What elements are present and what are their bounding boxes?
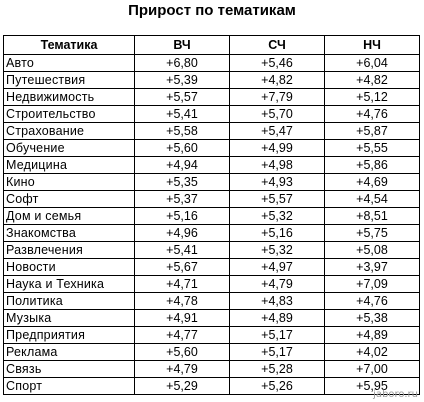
mf-value-cell: +5,70 bbox=[230, 106, 325, 123]
hf-value-cell: +5,60 bbox=[135, 344, 230, 361]
lf-value-cell: +6,04 bbox=[325, 55, 420, 72]
hf-value-cell: +4,96 bbox=[135, 225, 230, 242]
lf-value-cell: +5,55 bbox=[325, 140, 420, 157]
column-header-lf: НЧ bbox=[325, 36, 420, 55]
topic-cell: Наука и Техника bbox=[4, 276, 135, 293]
mf-value-cell: +4,83 bbox=[230, 293, 325, 310]
table-row bbox=[4, 174, 420, 191]
mf-value-cell: +5,32 bbox=[230, 242, 325, 259]
hf-value-cell: +4,79 bbox=[135, 361, 230, 378]
hf-value-cell: +4,78 bbox=[135, 293, 230, 310]
mf-value-cell: +5,26 bbox=[230, 378, 325, 395]
table-row bbox=[4, 208, 420, 225]
lf-value-cell: +3,97 bbox=[325, 259, 420, 276]
column-header-hf: ВЧ bbox=[135, 36, 230, 55]
hf-value-cell: +4,77 bbox=[135, 327, 230, 344]
lf-value-cell: +4,76 bbox=[325, 106, 420, 123]
hf-value-cell: +5,57 bbox=[135, 89, 230, 106]
lf-value-cell: +4,02 bbox=[325, 344, 420, 361]
mf-value-cell: +4,89 bbox=[230, 310, 325, 327]
lf-value-cell: +7,00 bbox=[325, 361, 420, 378]
hf-value-cell: +5,67 bbox=[135, 259, 230, 276]
lf-value-cell: +4,89 bbox=[325, 327, 420, 344]
lf-value-cell: +8,51 bbox=[325, 208, 420, 225]
lf-value-cell: +4,82 bbox=[325, 72, 420, 89]
table-row bbox=[4, 242, 420, 259]
table-row bbox=[4, 89, 420, 106]
mf-value-cell: +5,57 bbox=[230, 191, 325, 208]
page-title: Прирост по тематикам bbox=[128, 2, 296, 19]
table-row bbox=[4, 344, 420, 361]
topic-cell: Новости bbox=[4, 259, 135, 276]
topic-cell: Медицина bbox=[4, 157, 135, 174]
growth-table bbox=[3, 35, 420, 395]
mf-value-cell: +4,97 bbox=[230, 259, 325, 276]
lf-value-cell: +4,69 bbox=[325, 174, 420, 191]
table-row bbox=[4, 310, 420, 327]
hf-value-cell: +4,91 bbox=[135, 310, 230, 327]
hf-value-cell: +5,60 bbox=[135, 140, 230, 157]
hf-value-cell: +5,41 bbox=[135, 106, 230, 123]
hf-value-cell: +5,37 bbox=[135, 191, 230, 208]
topic-cell: Развлечения bbox=[4, 242, 135, 259]
topic-cell: Музыка bbox=[4, 310, 135, 327]
topic-cell: Знакомства bbox=[4, 225, 135, 242]
lf-value-cell: +5,95 bbox=[325, 378, 420, 395]
hf-value-cell: +5,41 bbox=[135, 242, 230, 259]
column-header-topic: Тематика bbox=[4, 36, 135, 55]
mf-value-cell: +4,98 bbox=[230, 157, 325, 174]
topic-cell: Реклама bbox=[4, 344, 135, 361]
mf-value-cell: +4,99 bbox=[230, 140, 325, 157]
table-row bbox=[4, 140, 420, 157]
mf-value-cell: +5,16 bbox=[230, 225, 325, 242]
topic-cell: Кино bbox=[4, 174, 135, 191]
table-row bbox=[4, 157, 420, 174]
column-header-mf: СЧ bbox=[230, 36, 325, 55]
lf-value-cell: +5,08 bbox=[325, 242, 420, 259]
topic-cell: Предприятия bbox=[4, 327, 135, 344]
lf-value-cell: +5,87 bbox=[325, 123, 420, 140]
topic-cell: Связь bbox=[4, 361, 135, 378]
table-row bbox=[4, 72, 420, 89]
table-row bbox=[4, 259, 420, 276]
mf-value-cell: +4,79 bbox=[230, 276, 325, 293]
table-body bbox=[4, 55, 420, 395]
mf-value-cell: +5,28 bbox=[230, 361, 325, 378]
lf-value-cell: +7,09 bbox=[325, 276, 420, 293]
lf-value-cell: +5,75 bbox=[325, 225, 420, 242]
hf-value-cell: +4,94 bbox=[135, 157, 230, 174]
table-row bbox=[4, 276, 420, 293]
topic-cell: Недвижимость bbox=[4, 89, 135, 106]
mf-value-cell: +5,17 bbox=[230, 327, 325, 344]
mf-value-cell: +5,46 bbox=[230, 55, 325, 72]
table-row bbox=[4, 191, 420, 208]
topic-cell: Авто bbox=[4, 55, 135, 72]
mf-value-cell: +4,93 bbox=[230, 174, 325, 191]
mf-value-cell: +7,79 bbox=[230, 89, 325, 106]
table-row bbox=[4, 327, 420, 344]
hf-value-cell: +5,16 bbox=[135, 208, 230, 225]
table-row bbox=[4, 123, 420, 140]
topic-cell: Строительство bbox=[4, 106, 135, 123]
lf-value-cell: +5,38 bbox=[325, 310, 420, 327]
topic-cell: Страхование bbox=[4, 123, 135, 140]
hf-value-cell: +5,39 bbox=[135, 72, 230, 89]
table-row bbox=[4, 225, 420, 242]
mf-value-cell: +5,47 bbox=[230, 123, 325, 140]
table-row bbox=[4, 106, 420, 123]
hf-value-cell: +6,80 bbox=[135, 55, 230, 72]
lf-value-cell: +4,54 bbox=[325, 191, 420, 208]
hf-value-cell: +5,58 bbox=[135, 123, 230, 140]
topic-cell: Политика bbox=[4, 293, 135, 310]
hf-value-cell: +5,29 bbox=[135, 378, 230, 395]
mf-value-cell: +4,82 bbox=[230, 72, 325, 89]
table-row bbox=[4, 55, 420, 72]
table-header-row bbox=[4, 36, 420, 55]
lf-value-cell: +5,86 bbox=[325, 157, 420, 174]
hf-value-cell: +5,35 bbox=[135, 174, 230, 191]
table-row bbox=[4, 361, 420, 378]
topic-cell: Путешествия bbox=[4, 72, 135, 89]
hf-value-cell: +4,71 bbox=[135, 276, 230, 293]
watermark: jaboro.ru bbox=[373, 389, 418, 400]
topic-cell: Спорт bbox=[4, 378, 135, 395]
mf-value-cell: +5,17 bbox=[230, 344, 325, 361]
topic-cell: Дом и семья bbox=[4, 208, 135, 225]
lf-value-cell: +5,12 bbox=[325, 89, 420, 106]
mf-value-cell: +5,32 bbox=[230, 208, 325, 225]
lf-value-cell: +4,76 bbox=[325, 293, 420, 310]
table-row bbox=[4, 378, 420, 395]
table-row bbox=[4, 293, 420, 310]
topic-cell: Софт bbox=[4, 191, 135, 208]
topic-cell: Обучение bbox=[4, 140, 135, 157]
